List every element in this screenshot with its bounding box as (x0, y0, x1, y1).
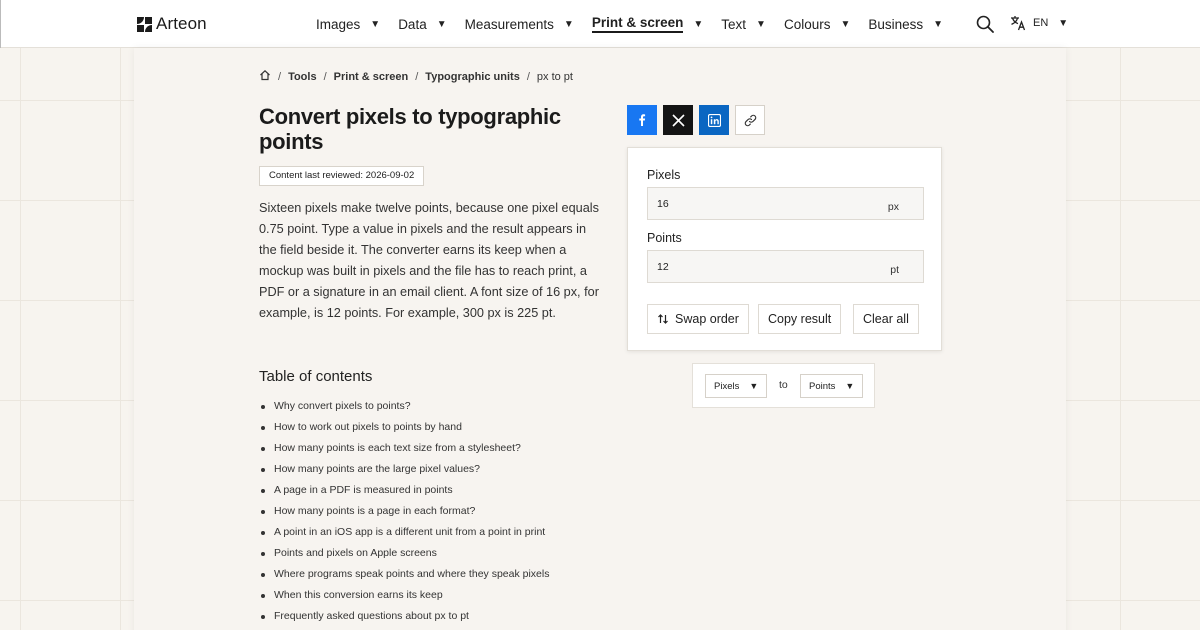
caret-down-icon: ▼ (840, 18, 851, 30)
menu-item-label: Data (398, 16, 427, 32)
unit-selector (692, 363, 875, 408)
share-facebook-button[interactable] (627, 105, 657, 135)
toc-heading: Table of contents (259, 368, 373, 385)
menu-item-label: Print & screen (592, 15, 684, 33)
menu-item-label: Measurements (464, 16, 554, 32)
language-code: EN (1033, 17, 1049, 29)
points-value: 12 (657, 261, 669, 273)
menu-item-label: Images (316, 16, 361, 32)
menu-item-data[interactable] (398, 0, 446, 48)
toc-item[interactable]: Why convert pixels to points? (259, 396, 549, 417)
to-unit-value: Points (809, 380, 836, 392)
unit-joiner: to (779, 379, 788, 391)
facebook-icon (635, 113, 649, 127)
from-unit-value: Pixels (714, 380, 740, 392)
intro-paragraph: Sixteen pixels make twelve points, because one pixel equals 0.75 point. Type a value in pixels and the result appears in the field beside it. The converter earns its keep when a mockup was built in pixels and the file has to reach print, a PDF or a signature in an email client. A font size of 16 px, for example, is 12 points. For example, 300 px is 225 pt. (259, 201, 599, 320)
toc-item[interactable]: How many points is each text size from a stylesheet? (259, 438, 549, 459)
share-linkedin-button[interactable] (699, 105, 729, 135)
breadcrumb-current: px to pt (536, 70, 573, 83)
pixels-label: Pixels (647, 168, 681, 182)
menu-item-label: Text (721, 16, 747, 32)
caret-down-icon: ▼ (563, 18, 574, 30)
breadcrumb-typographic-units[interactable]: Typographic units (425, 70, 520, 83)
breadcrumb-print-screen[interactable]: Print & screen (333, 70, 409, 83)
to-unit-select[interactable] (800, 374, 863, 398)
x-icon (672, 114, 685, 127)
toc-item[interactable]: When this conversion earns its keep (259, 585, 549, 606)
caret-down-icon: ▼ (370, 18, 381, 30)
share-x-button[interactable] (663, 105, 693, 135)
reviewed-badge: Content last reviewed: 2026-09-02 (259, 166, 424, 186)
share-buttons (627, 105, 765, 135)
copy-link-button[interactable] (735, 105, 765, 135)
menu-item-business[interactable] (868, 0, 943, 48)
pixels-value: 16 (657, 198, 669, 210)
toc-item[interactable]: How many points is a page in each format? (259, 501, 549, 522)
converter-panel (627, 147, 942, 351)
caret-down-icon: ▼ (749, 381, 759, 391)
toc-item[interactable]: Frequently asked questions about px to pt (259, 606, 549, 627)
points-label: Points (647, 231, 682, 245)
pixels-unit: px (887, 201, 899, 213)
toc-item[interactable]: Points and pixels on Apple screens (259, 543, 549, 564)
logo-mark-icon (137, 17, 152, 32)
menu-item-text[interactable] (721, 0, 766, 48)
copy-result-button[interactable] (758, 304, 841, 334)
main-menu (316, 0, 961, 48)
brand-logo[interactable] (137, 14, 207, 34)
top-navigation (0, 0, 1200, 48)
language-switcher[interactable] (1010, 15, 1068, 31)
menu-item-label: Business (868, 16, 924, 32)
points-input[interactable] (647, 250, 924, 283)
pixels-input[interactable] (647, 187, 924, 220)
toc-item[interactable]: How to work out pixels to points by hand (259, 417, 549, 438)
breadcrumb: / Tools / Print & screen / Typographic units / px to pt (259, 69, 573, 84)
window-edge (0, 0, 1, 48)
from-unit-select[interactable] (705, 374, 767, 398)
page-title: Convert pixels to typographic points (259, 104, 561, 154)
brand-name: Arteon (156, 14, 207, 33)
swap-icon (657, 313, 669, 325)
home-icon[interactable] (259, 69, 271, 84)
caret-down-icon: ▼ (436, 18, 447, 30)
menu-item-images[interactable] (316, 0, 380, 48)
caret-down-icon: ▼ (933, 18, 944, 30)
translate-icon (1010, 15, 1027, 31)
menu-item-label: Colours (783, 16, 831, 32)
caret-down-icon: ▼ (845, 381, 855, 391)
linkedin-icon (708, 114, 721, 127)
menu-item-print-screen[interactable] (592, 0, 703, 48)
copy-result-label: Copy result (768, 312, 832, 326)
toc-item[interactable]: A point in an iOS app is a different unit from a point in print (259, 522, 549, 543)
search-icon[interactable] (976, 15, 994, 33)
points-unit: pt (890, 264, 899, 276)
swap-order-label: Swap order (675, 312, 739, 326)
toc-item[interactable]: How many points are the large pixel values? (259, 459, 549, 480)
menu-item-measurements[interactable] (465, 0, 574, 48)
clear-all-label: Clear all (863, 312, 909, 326)
caret-down-icon: ▼ (1058, 17, 1069, 29)
toc-item[interactable]: Where programs speak points and where they speak pixels (259, 564, 549, 585)
swap-order-button[interactable] (647, 304, 749, 334)
clear-all-button[interactable] (853, 304, 919, 334)
table-of-contents (259, 396, 549, 627)
link-icon (744, 114, 757, 127)
breadcrumb-tools[interactable]: Tools (288, 70, 317, 83)
menu-item-colours[interactable] (784, 0, 850, 48)
caret-down-icon: ▼ (756, 18, 766, 30)
toc-item[interactable]: A page in a PDF is measured in points (259, 480, 549, 501)
caret-down-icon: ▼ (693, 18, 704, 30)
